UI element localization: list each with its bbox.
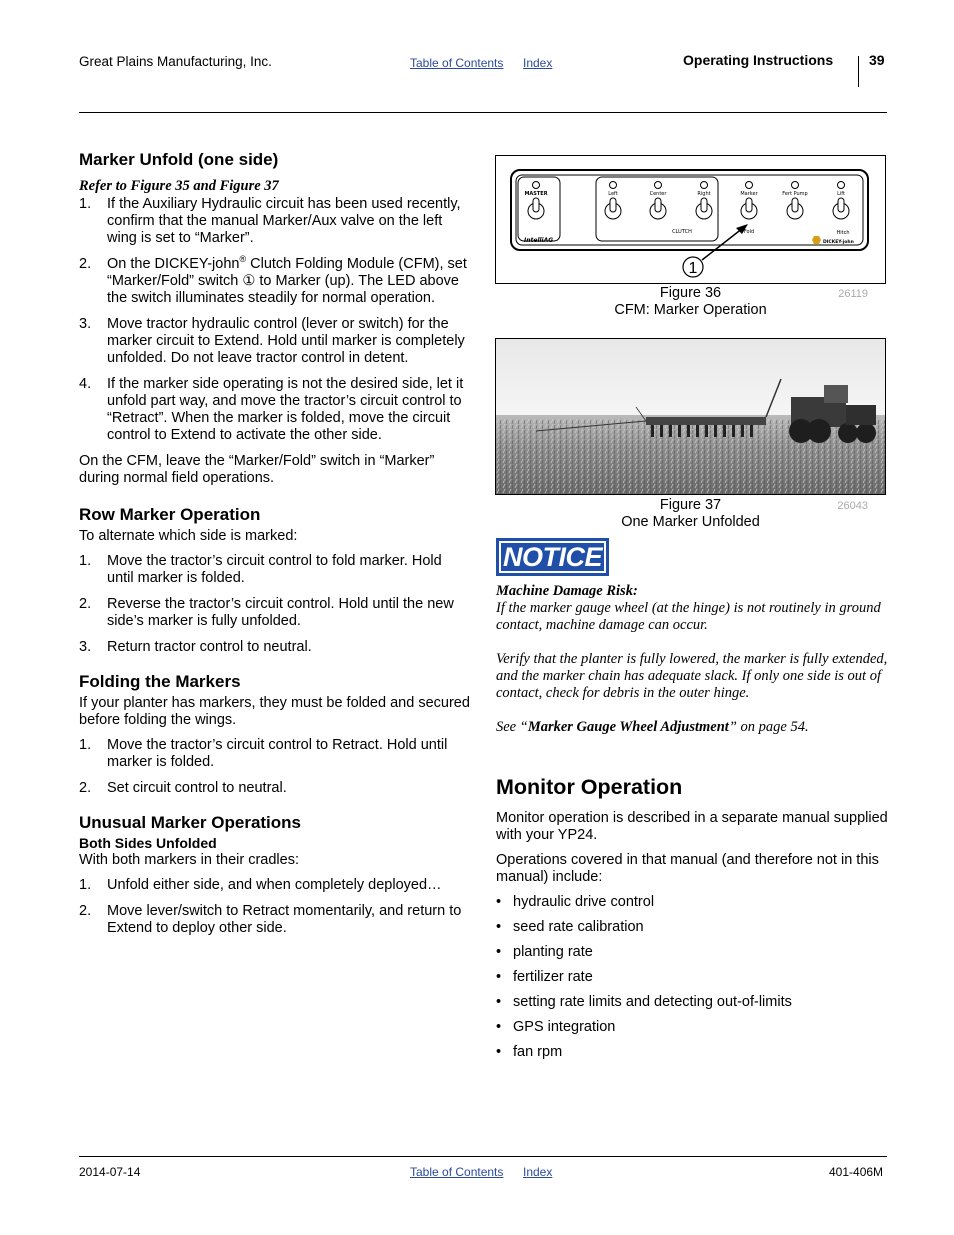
left-column — [79, 150, 471, 946]
notice-see-ref: Marker Gauge Wheel Adjustment — [527, 719, 729, 735]
label-left: Left — [608, 191, 618, 197]
label-master: MASTER — [524, 191, 548, 197]
footer-toc-link[interactable]: Table of Contents — [410, 1165, 504, 1179]
list-item: • fertilizer rate — [496, 969, 593, 985]
notice-section — [496, 538, 888, 736]
list-item: • seed rate calibration — [496, 919, 644, 935]
list-item: • hydraulic drive control — [496, 894, 655, 910]
callout-1-label: 1 — [688, 260, 698, 277]
footer-date: 2014-07-14 — [79, 1165, 141, 1179]
unusual-subtitle: Both Sides Unfolded — [79, 835, 217, 851]
footer-rule — [79, 1156, 887, 1157]
figure-37-label: Figure 37 — [659, 497, 722, 513]
list-item: • setting rate limits and detecting out-of-limits — [496, 994, 792, 1010]
unusual-steps — [79, 877, 471, 937]
header-toc-link[interactable]: Table of Contents — [410, 56, 504, 70]
figure-36-label: Figure 36 — [659, 285, 722, 301]
header-index-link[interactable]: Index — [523, 56, 553, 70]
footer-doc-number: 401-406M — [829, 1165, 884, 1179]
unusual-heading: Unusual Marker Operations — [79, 813, 302, 832]
row-marker-steps — [79, 553, 471, 656]
monitor-section — [496, 774, 888, 1069]
unusual-intro: With both markers in their cradles: — [79, 852, 299, 868]
monitor-bullets — [496, 894, 888, 1061]
list-item: 1. If the Auxiliary Hydraulic circuit has been used recently, confirm that the manual Marker/Aux valve on the left wing is set to “Marker”. — [79, 196, 461, 246]
list-item: 2. Set circuit control to neutral. — [79, 780, 287, 796]
notice-see: See “Marker Gauge Wheel Adjustment” on page 54. — [496, 719, 809, 735]
label-center: Center — [649, 191, 667, 197]
figure-36-title: CFM: Marker Operation — [614, 302, 767, 318]
monitor-heading: Monitor Operation — [496, 775, 683, 799]
label-fert-pump: Fert Pump — [782, 191, 808, 197]
folding-intro: If your planter has markers, they must be folded and secured before folding the wings. — [79, 695, 470, 728]
header-rule — [79, 112, 887, 113]
list-item: 4. If the marker side operating is not the desired side, let it unfold part way, and move the tractor’s circuit control to “Retract”. When the marker is folded, move the circuit control to Extend to activate the other side. — [79, 376, 464, 443]
figure-36-caption — [495, 285, 886, 319]
marker-unfold-note: On the CFM, leave the “Marker/Fold” switch in “Marker” during normal field operations. — [79, 453, 435, 486]
monitor-p2: Operations covered in that manual (and therefore not in this manual) include: — [496, 852, 879, 885]
list-item: 1. Move the tractor’s circuit control to fold marker. Hold until marker is folded. — [79, 553, 442, 586]
folding-heading: Folding the Markers — [79, 672, 241, 691]
figure-36-frame — [495, 155, 886, 284]
notice-badge: NOTICE — [496, 538, 609, 576]
label-marker: Marker — [740, 191, 758, 197]
list-item: 1. Unfold either side, and when completely deployed… — [79, 877, 442, 893]
list-item: 3. Move tractor hydraulic control (lever or switch) for the marker circuit to Extend. Hold until marker is completely unfolded. Do not leave tractor control in detent. — [79, 316, 465, 366]
header-divider-vertical — [858, 56, 859, 87]
footer-index-link[interactable]: Index — [523, 1165, 553, 1179]
folding-steps — [79, 737, 471, 797]
list-item: 2. Move lever/switch to Retract momentarily, and return to Extend to deploy other side. — [79, 903, 462, 936]
cfm-panel-illustration — [496, 156, 885, 283]
marker-unfold-steps — [79, 196, 471, 444]
monitor-p1: Monitor operation is described in a separate manual supplied with your YP24. — [496, 810, 888, 843]
label-fold: Fold — [743, 229, 755, 235]
notice-para-2: Verify that the planter is fully lowered, the marker is fully extended, and the marker chain has adequate slack. If only one side is out of contact, check for debris in the outer hinge. — [496, 651, 888, 701]
notice-para-1: If the marker gauge wheel (at the hinge) is not routinely in ground contact, machine damage can occur. — [496, 600, 881, 633]
label-hitch: Hitch — [836, 230, 850, 236]
list-item: • fan rpm — [496, 1044, 563, 1060]
header-section: Operating Instructions — [683, 52, 834, 68]
label-clutch: CLUTCH — [672, 229, 692, 235]
list-item: • planting rate — [496, 944, 593, 960]
list-item: 3. Return tractor control to neutral. — [79, 639, 312, 655]
figure-37-title: One Marker Unfolded — [621, 514, 760, 530]
field-photo-illustration — [496, 339, 885, 494]
header-page-number: 39 — [869, 52, 885, 68]
list-item: 2. Reverse the tractor’s circuit control. Hold until the new side’s marker is fully unfolded. — [79, 596, 454, 629]
header-company: Great Plains Manufacturing, Inc. — [79, 54, 272, 69]
list-item: • GPS integration — [496, 1019, 616, 1035]
list-item: 1. Move the tractor’s circuit control to Retract. Hold until marker is folded. — [79, 737, 448, 770]
marker-unfold-refer: Refer to Figure 35 and Figure 37 — [79, 178, 279, 194]
list-item: 2. On the DICKEY-john® Clutch Folding Module (CFM), set “Marker/Fold” switch ① to Marker (up). The LED above the switch illuminates steadily for normal operation. — [79, 254, 467, 306]
row-marker-heading: Row Marker Operation — [79, 505, 261, 524]
marker-unfold-heading: Marker Unfold (one side) — [79, 150, 279, 169]
brand-dickey-john: DICKEY-john — [823, 240, 854, 245]
label-right: Right — [697, 191, 711, 197]
brand-intelliag: IntelliAG — [524, 237, 554, 244]
row-marker-intro: To alternate which side is marked: — [79, 528, 298, 544]
figure-36-number: 26119 — [838, 288, 868, 300]
label-lift: Lift — [837, 191, 845, 197]
figure-37-caption — [495, 497, 886, 531]
figure-37-number: 26043 — [837, 500, 868, 512]
figure-37-frame — [495, 338, 886, 495]
notice-risk-title: Machine Damage Risk: — [496, 583, 638, 599]
